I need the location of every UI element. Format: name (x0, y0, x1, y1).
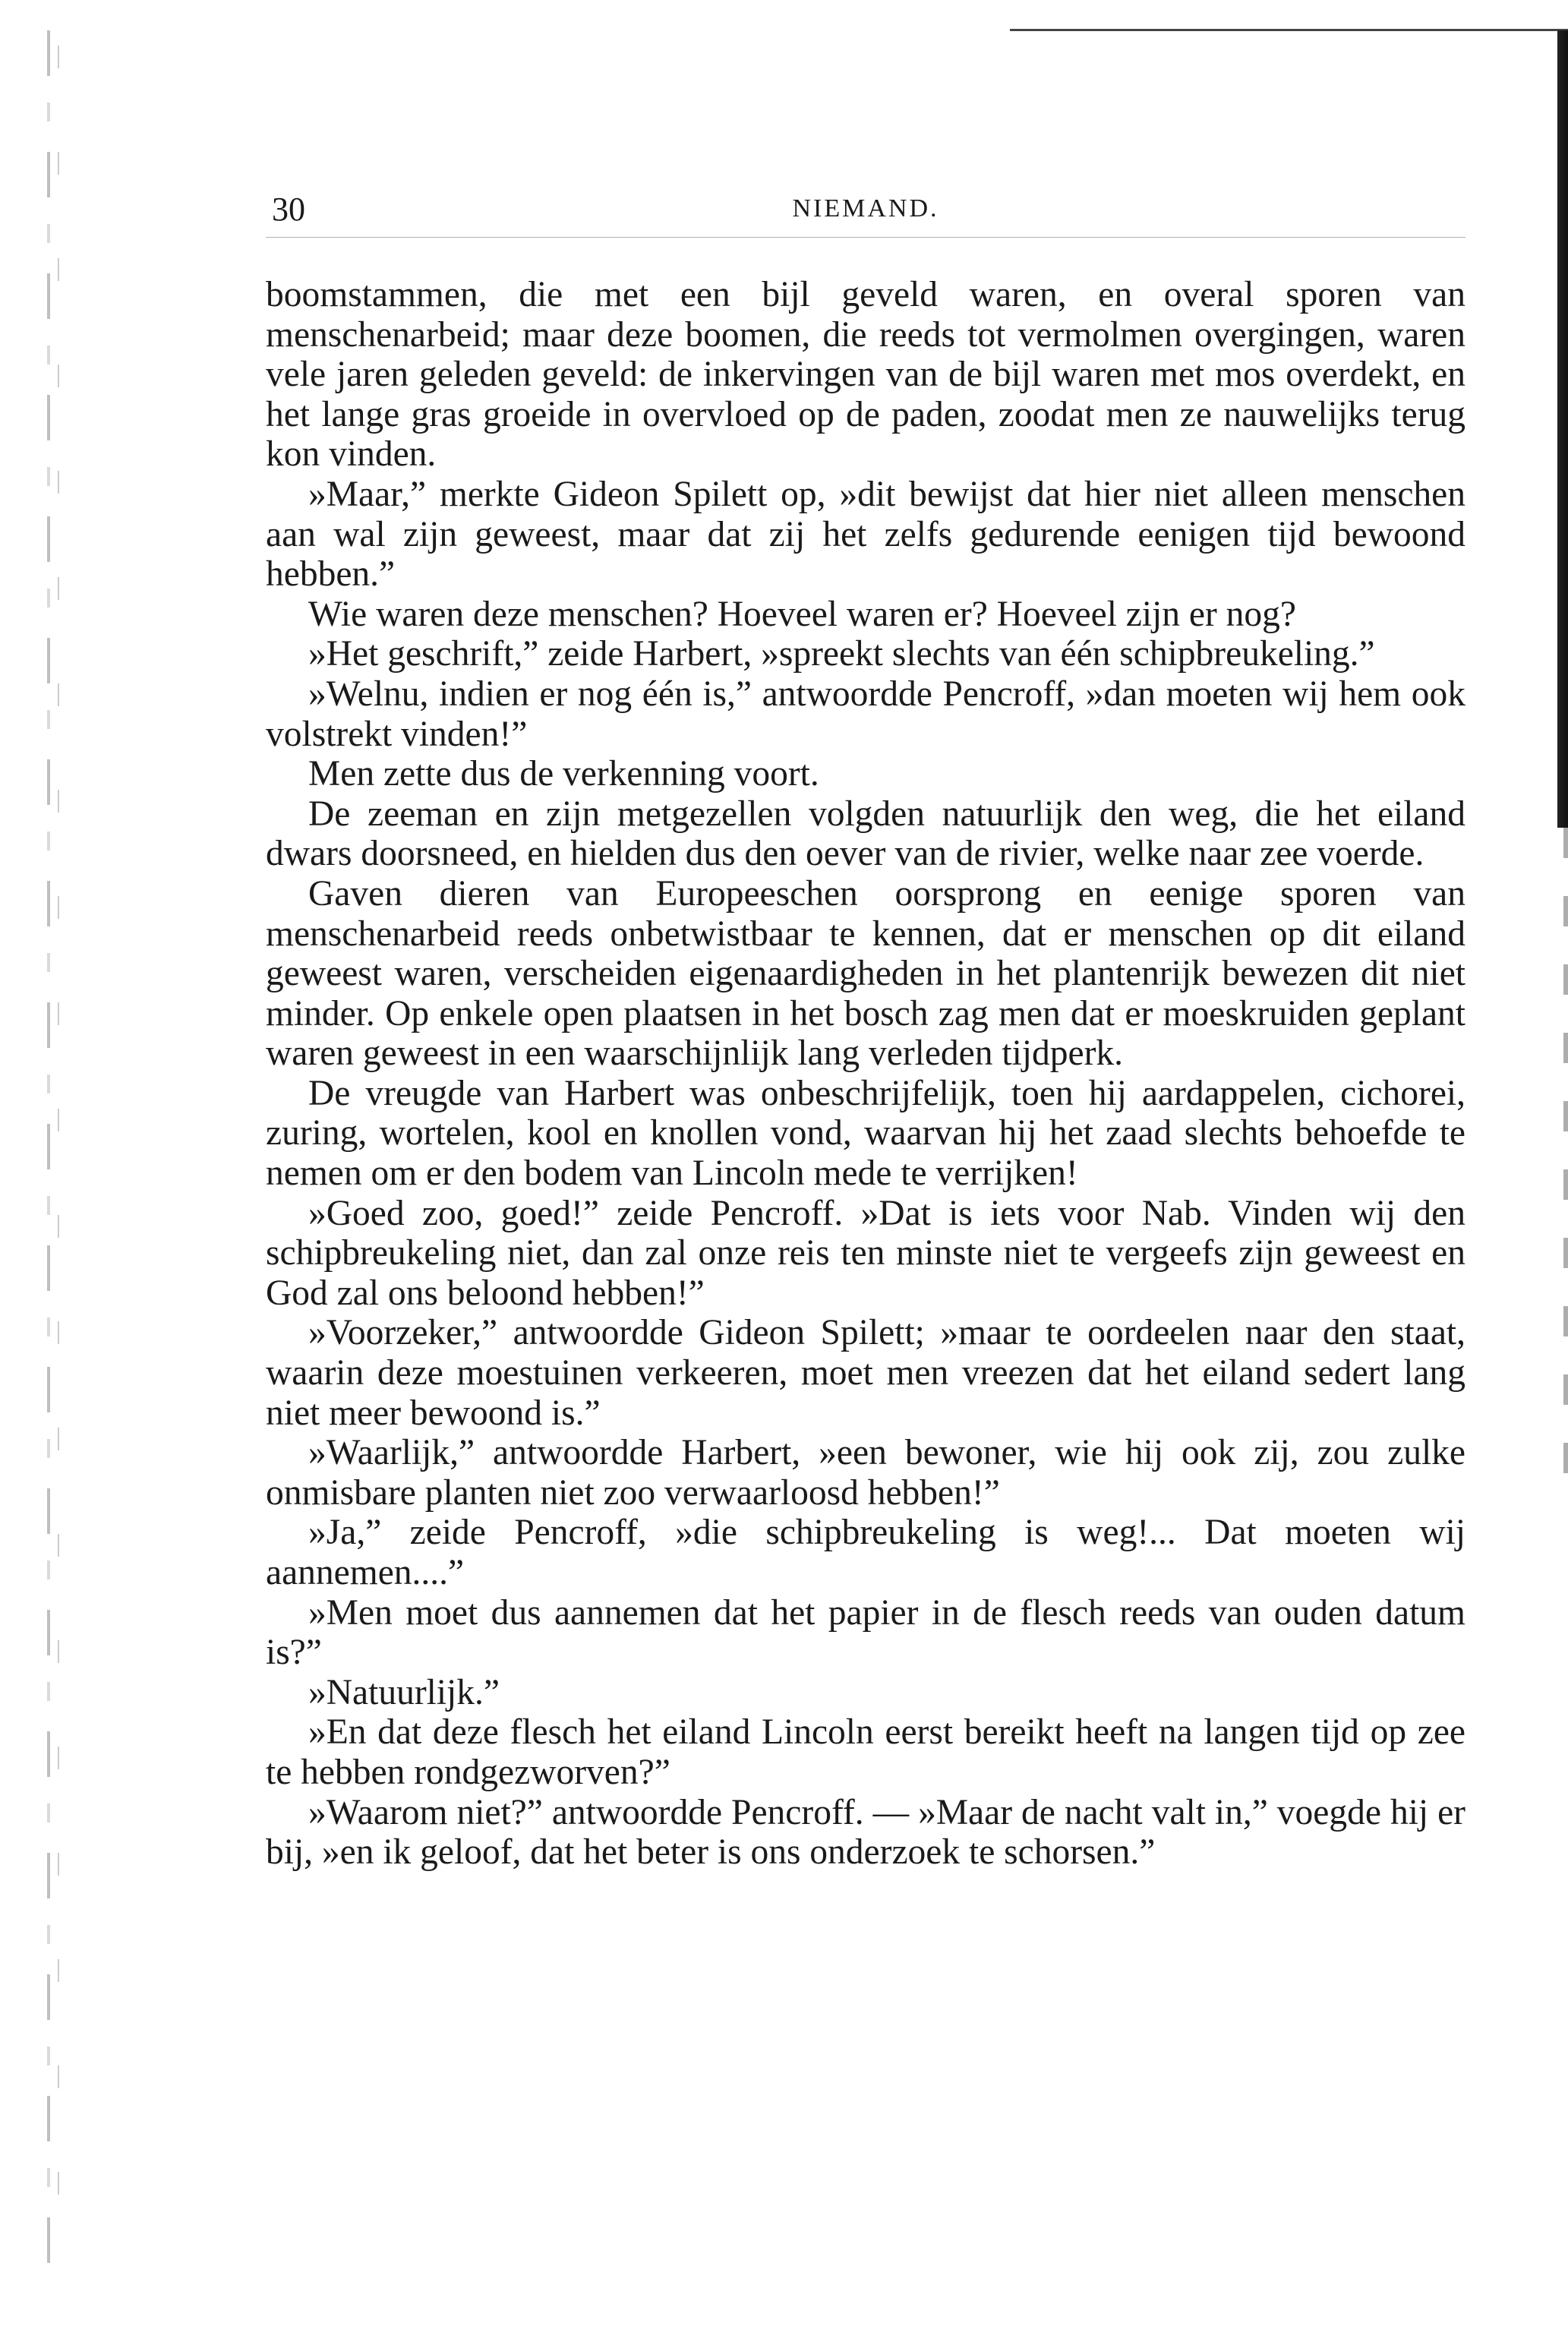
paragraph: »Maar,” merkte Gideon Spilett op, »dit bewijst dat hier niet alleen menschen aan wal zijn geweest, maar dat zij het zelfs gedurende eenigen tijd bewoond hebben.” (266, 474, 1465, 595)
scan-edge-top (1010, 29, 1568, 31)
body-text (266, 275, 1465, 1873)
paragraph: »Voorzeker,” antwoordde Gideon Spilett; »maar te oordeelen naar den staat, waarin deze moestuinen verkeeren, moet men vreezen dat het eiland sedert lang niet meer bewoond is.” (266, 1313, 1465, 1433)
header-rule (266, 237, 1465, 238)
running-head (266, 190, 1465, 243)
book-page (266, 190, 1465, 1873)
scan-edge-left (47, 30, 50, 2278)
paragraph: »Waarlijk,” antwoordde Harbert, »een bewoner, wie hij ook zij, zou zulke onmisbare planten niet zoo verwaarloosd hebben!” (266, 1433, 1465, 1513)
paragraph: Wie waren deze menschen? Hoeveel waren er? Hoeveel zijn er nog? (308, 594, 1296, 634)
paragraph: »Men moet dus aannemen dat het papier in de flesch reeds van ouden datum is?” (266, 1592, 1465, 1673)
paragraph: boomstammen, die met een bijl geveld waren, en overal sporen van menschenarbeid; maar deze boomen, die reeds tot vermolmen overgingen, waren vele jaren geleden geveld: de inkervingen van de bijl waren met mos overdekt, en het lange gras groeide in overvloed op de paden, zoodat men ze nauwelijks terug kon vinden. (266, 275, 1465, 475)
paragraph: »Ja,” zeide Pencroff, »die schipbreukeling is weg!... Dat moeten wij aannemen....” (266, 1513, 1465, 1592)
paragraph: Gaven dieren van Europeeschen oorsprong en eenige sporen van menschenarbeid reeds onbetwistbaar te kennen, dat er menschen op dit eiland geweest waren, verscheiden eigenaardigheden in het plantenrijk bewezen dit niet minder. Op enkele open plaatsen in het bosch zag men dat er moeskruiden geplant waren geweest in een waarschijnlijk lang verleden tijdperk. (266, 873, 1465, 1074)
paragraph: De zeeman en zijn metgezellen volgden natuurlijk den weg, die het eiland dwars doorsneed, en hielden dus den oever van de rivier, welke naar zee voerde. (266, 794, 1465, 874)
scan-edge-right (1557, 30, 1568, 828)
running-title: NIEMAND. (792, 194, 939, 222)
paragraph: Men zette dus de verkenning voort. (308, 754, 819, 794)
paragraph: »Welnu, indien er nog één is,” antwoordde Pencroff, »dan moeten wij hem ook volstrekt vinden!” (266, 674, 1465, 754)
scan-edge-left-inner (58, 46, 59, 2248)
paragraph: »Goed zoo, goed!” zeide Pencroff. »Dat is iets voor Nab. Vinden wij den schipbreukeling niet, dan zal onze reis ten minste niet te vergeefs zijn geweest en God zal ons beloond hebben!” (266, 1193, 1465, 1313)
page-number: 30 (272, 191, 305, 228)
paragraph: »Waarom niet?” antwoordde Pencroff. — »Maar de nacht valt in,” voegde hij er bij, »en ik geloof, dat het beter is ons onderzoek te schorsen.” (266, 1792, 1465, 1873)
paragraph: »Het geschrift,” zeide Harbert, »spreekt slechts van één schipbreukeling.” (308, 634, 1375, 674)
paragraph: De vreugde van Harbert was onbeschrijfelijk, toen hij aardappelen, cichorei, zuring, wortelen, kool en knollen vond, waarvan hij het zaad slechts behoefde te nemen om er den bodem van Lincoln mede te verrijken! (266, 1073, 1465, 1194)
scan-edge-right-lower (1563, 828, 1568, 1511)
paragraph: »En dat deze flesch het eiland Lincoln eerst bereikt heeft na langen tijd op zee te hebben rondgezworven?” (266, 1712, 1465, 1792)
paragraph: »Natuurlijk.” (308, 1672, 500, 1712)
